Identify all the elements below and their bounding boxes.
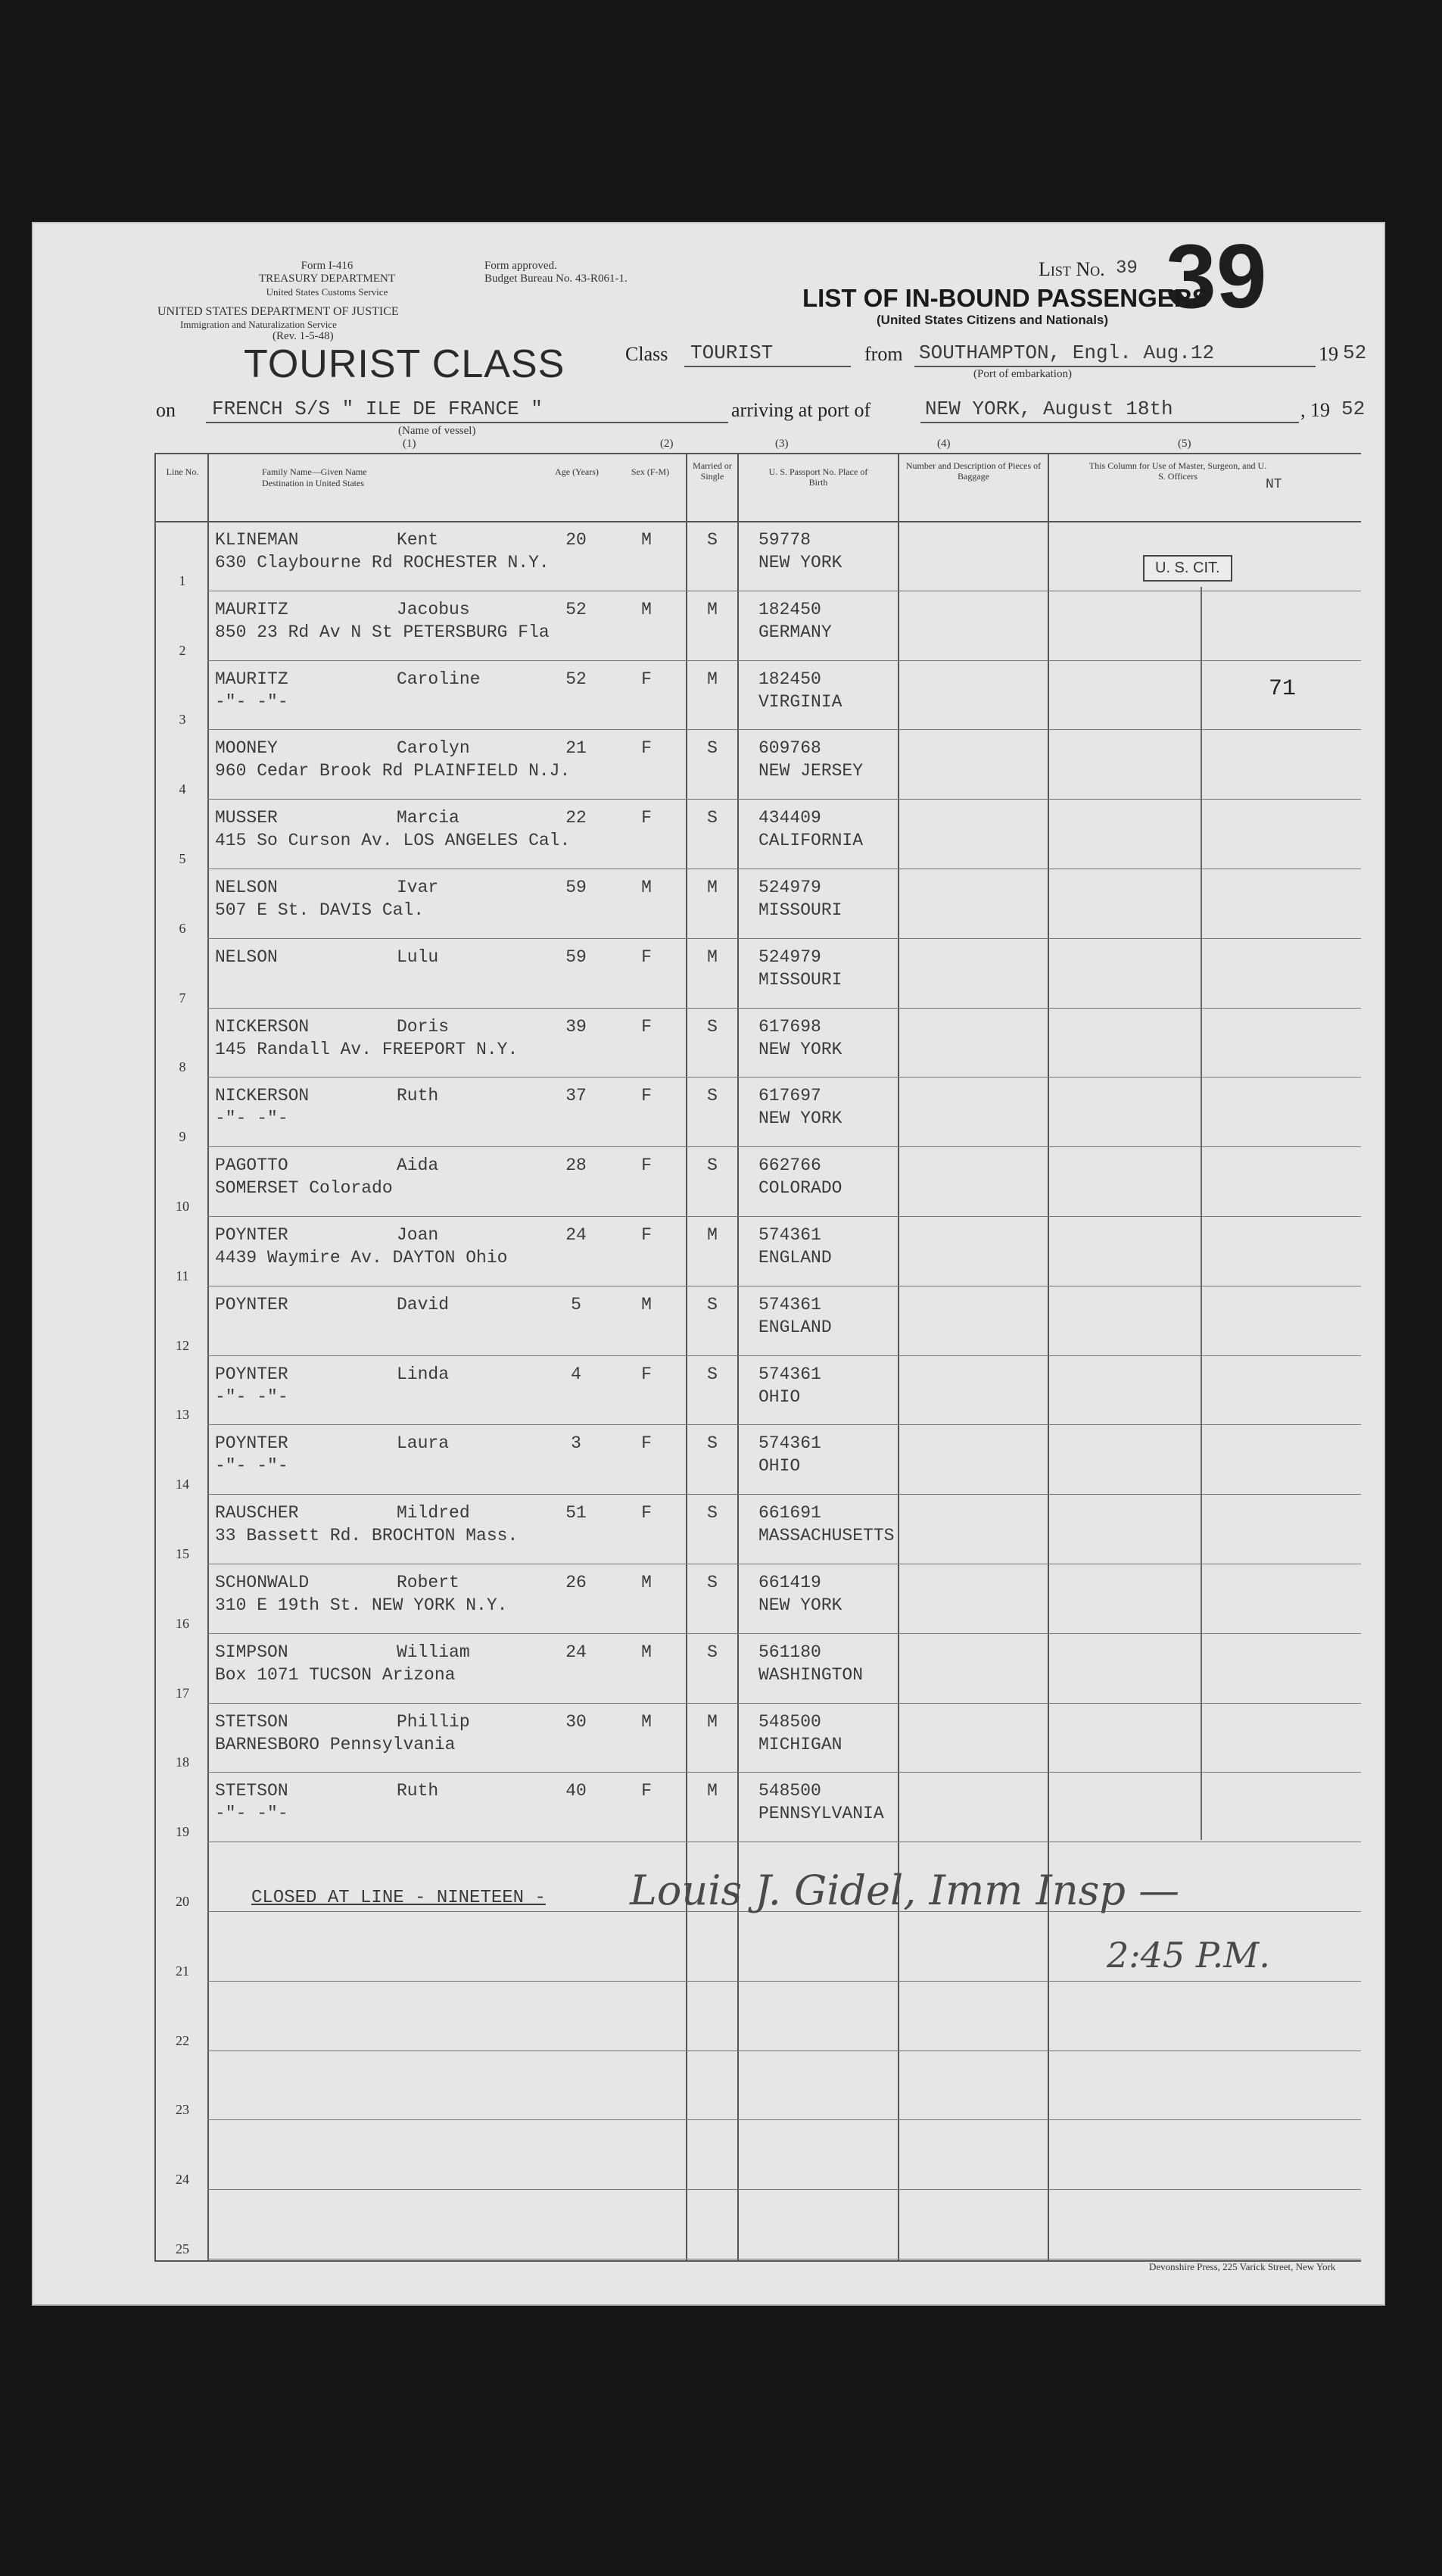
table-row — [156, 2191, 1361, 2260]
col-passport-header: U. S. Passport No. Place of Birth — [768, 466, 868, 488]
sex: F — [641, 1364, 652, 1384]
sex: F — [641, 1155, 652, 1176]
birth-place: MISSOURI — [758, 900, 842, 920]
married-single: S — [707, 1642, 718, 1662]
form-title: LIST OF IN-BOUND PASSENGERS — [802, 284, 1209, 312]
given-name: Mildred — [397, 1503, 470, 1523]
given-name: Joan — [397, 1225, 439, 1245]
family-name: SCHONWALD — [215, 1573, 310, 1592]
line-number: 23 — [176, 2102, 189, 2118]
birth-place: OHIO — [758, 1386, 801, 1407]
destination: 33 Bassett Rd. BROCHTON Mass. — [215, 1526, 519, 1546]
birth-place: OHIO — [758, 1456, 801, 1477]
sex: F — [641, 1225, 652, 1245]
age: 52 — [565, 669, 587, 689]
year-prefix: 19 — [1319, 343, 1338, 365]
table-row — [156, 592, 1361, 662]
birth-place: ENGLAND — [758, 1248, 832, 1268]
given-name: David — [397, 1294, 450, 1315]
col-num-2: (2) — [660, 438, 674, 450]
given-name: Ivar — [397, 878, 439, 897]
table-row — [156, 662, 1361, 731]
family-name: POYNTER — [215, 1433, 288, 1454]
col-name-header: Family Name—Given Name — [262, 466, 367, 477]
sex: F — [641, 669, 652, 689]
destination: BARNESBORO Pennsylvania — [215, 1734, 456, 1754]
age: 22 — [565, 808, 587, 828]
line-number: 2 — [179, 642, 186, 658]
family-name: MUSSER — [215, 808, 278, 828]
justice-label: UNITED STATES DEPARTMENT OF JUSTICE — [157, 305, 399, 318]
destination: 310 E 19th St. NEW YORK N.Y. — [215, 1595, 508, 1615]
list-no-label: List No. — [1039, 258, 1105, 280]
destination: -"- -"- — [215, 1804, 288, 1824]
destination: 630 Claybourne Rd ROCHESTER N.Y. — [215, 553, 550, 572]
customs-label: United States Customs Service — [266, 286, 388, 298]
col-num-4: (4) — [937, 438, 951, 450]
married-single: S — [707, 1433, 718, 1454]
col-age-header: Age (Years) — [555, 466, 599, 477]
birth-place: NEW YORK — [758, 1039, 842, 1059]
line-number: 25 — [176, 2241, 189, 2256]
married-single: S — [707, 1294, 718, 1315]
line-number: 13 — [176, 1407, 189, 1423]
table-row — [156, 2121, 1361, 2191]
family-name: NELSON — [215, 947, 278, 967]
list-no-stamped: 39 — [1166, 226, 1267, 327]
married-single: S — [707, 530, 718, 550]
sex: F — [641, 947, 652, 967]
sex: F — [641, 1016, 652, 1037]
table-row — [156, 1982, 1361, 2052]
table-row — [156, 940, 1361, 1009]
married-single: M — [707, 599, 718, 619]
sex: M — [641, 530, 652, 550]
sex: M — [641, 1294, 652, 1315]
destination: 415 So Curson Av. LOS ANGELES Cal. — [215, 831, 571, 851]
passport-number: 617698 — [758, 1016, 821, 1037]
sex: M — [641, 1711, 652, 1732]
family-name: NICKERSON — [215, 1086, 310, 1106]
birth-place: NEW JERSEY — [758, 761, 864, 781]
table-row — [156, 870, 1361, 940]
married-single: S — [707, 1086, 718, 1106]
sex: F — [641, 1433, 652, 1454]
age: 20 — [565, 530, 587, 550]
year2-prefix: , 19 — [1300, 399, 1330, 421]
family-name: POYNTER — [215, 1225, 288, 1245]
family-name: STETSON — [215, 1711, 288, 1732]
ins-label: Immigration and Naturalization Service — [180, 319, 337, 330]
married-single: S — [707, 1155, 718, 1176]
inspector-signature: Louis J. Gidel, Imm Insp — — [630, 1867, 1180, 1914]
family-name: STETSON — [215, 1781, 288, 1801]
line-number: 20 — [176, 1893, 189, 1909]
form-number: Form I-416 — [301, 260, 353, 272]
sex: F — [641, 1503, 652, 1523]
given-name: Caroline — [397, 669, 481, 689]
birth-place: GERMANY — [758, 622, 832, 642]
age: 40 — [565, 1781, 587, 1801]
given-name: Linda — [397, 1364, 450, 1384]
destination: 145 Randall Av. FREEPORT N.Y. — [215, 1039, 519, 1059]
line-number: 8 — [179, 1059, 186, 1075]
family-name: MOONEY — [215, 738, 278, 759]
birth-place: CALIFORNIA — [758, 831, 864, 851]
port-embark-caption: (Port of embarkation) — [973, 368, 1072, 380]
given-name: Doris — [397, 1016, 450, 1037]
passport-number: 182450 — [758, 599, 821, 619]
sex: M — [641, 1573, 652, 1592]
from-value: SOUTHAMPTON, Engl. Aug.12 — [919, 341, 1215, 364]
family-name: SIMPSON — [215, 1642, 288, 1662]
sex: M — [641, 599, 652, 619]
table-row — [156, 1009, 1361, 1079]
married-single: M — [707, 1781, 718, 1801]
line-number: 11 — [176, 1268, 189, 1283]
from-label: from — [864, 343, 903, 365]
col-num-1: (1) — [403, 438, 416, 450]
passport-number: 548500 — [758, 1781, 821, 1801]
age: 59 — [565, 878, 587, 897]
on-label: on — [156, 399, 176, 421]
passport-number: 609768 — [758, 738, 821, 759]
age: 21 — [565, 738, 587, 759]
given-name: Aida — [397, 1155, 439, 1176]
married-single: S — [707, 1364, 718, 1384]
age: 24 — [565, 1225, 587, 1245]
given-name: Kent — [397, 530, 439, 550]
line-number: 3 — [179, 712, 186, 728]
year-value: 52 — [1343, 341, 1367, 364]
destination: Box 1071 TUCSON Arizona — [215, 1664, 456, 1685]
birth-place: WASHINGTON — [758, 1664, 864, 1685]
birth-place: ENGLAND — [758, 1317, 832, 1337]
table-row — [156, 1426, 1361, 1495]
official-mark: NT — [1266, 477, 1282, 492]
line-number: 14 — [176, 1477, 189, 1492]
col-num-3: (3) — [775, 438, 789, 450]
class-stamp: TOURIST CLASS — [244, 342, 565, 386]
line-number: 24 — [176, 2172, 189, 2188]
destination: 850 23 Rd Av N St PETERSBURG Fla — [215, 622, 550, 642]
line-number: 10 — [176, 1198, 189, 1214]
col-line-header: Line No. — [166, 466, 199, 477]
closing-time: 2:45 P.M. — [1107, 1935, 1270, 1976]
passport-number: 574361 — [758, 1433, 821, 1454]
passport-number: 617697 — [758, 1086, 821, 1106]
age: 39 — [565, 1016, 587, 1037]
line-number: 15 — [176, 1545, 189, 1561]
married-single: S — [707, 738, 718, 759]
family-name: MAURITZ — [215, 669, 288, 689]
form-subtitle: (United States Citizens and Nationals) — [877, 313, 1109, 327]
line-number: 9 — [179, 1129, 186, 1145]
col-num-5: (5) — [1178, 438, 1191, 450]
line-number: 6 — [179, 920, 186, 936]
list-no-typed: 39 — [1116, 258, 1138, 279]
married-single: S — [707, 808, 718, 828]
table-row — [156, 2052, 1361, 2122]
passport-number: 661691 — [758, 1503, 821, 1523]
birth-place: VIRGINIA — [758, 691, 842, 712]
table-row — [156, 1635, 1361, 1704]
passport-number: 434409 — [758, 808, 821, 828]
passport-number: 574361 — [758, 1294, 821, 1315]
arriving-label: arriving at port of — [731, 399, 871, 421]
treasury-label: TREASURY DEPARTMENT — [258, 273, 396, 285]
married-single: M — [707, 878, 718, 897]
table-row — [156, 1218, 1361, 1287]
line-number: 18 — [176, 1754, 189, 1770]
age: 4 — [571, 1364, 581, 1384]
married-single: M — [707, 1711, 718, 1732]
passport-number: 524979 — [758, 947, 821, 967]
birth-place: COLORADO — [758, 1178, 842, 1199]
birth-place: MASSACHUSETTS — [758, 1526, 895, 1546]
vessel-name: FRENCH S/S " ILE DE FRANCE " — [212, 398, 543, 420]
birth-place: NEW YORK — [758, 553, 842, 572]
sex: F — [641, 1086, 652, 1106]
table-row — [156, 731, 1361, 800]
family-name: RAUSCHER — [215, 1503, 299, 1523]
vessel-caption: (Name of vessel) — [398, 425, 476, 437]
table-row — [156, 1773, 1361, 1843]
form-approved: Form approved. — [484, 260, 557, 272]
line-number: 21 — [176, 1963, 189, 1979]
col-married-header: Married or Single — [693, 460, 732, 482]
passport-number: 182450 — [758, 669, 821, 689]
age: 3 — [571, 1433, 581, 1454]
year2-value: 52 — [1341, 398, 1366, 420]
given-name: Robert — [397, 1573, 459, 1592]
sex: F — [641, 1781, 652, 1801]
line-number: 1 — [179, 572, 186, 588]
line-number: 5 — [179, 850, 186, 866]
passport-number: 548500 — [758, 1711, 821, 1732]
married-single: S — [707, 1573, 718, 1592]
family-name: KLINEMAN — [215, 530, 299, 550]
line-number: 16 — [176, 1615, 189, 1631]
passport-number: 574361 — [758, 1364, 821, 1384]
destination: 507 E St. DAVIS Cal. — [215, 900, 425, 920]
destination: SOMERSET Colorado — [215, 1178, 393, 1199]
age: 52 — [565, 599, 587, 619]
family-name: NICKERSON — [215, 1016, 310, 1037]
table-row — [156, 1495, 1361, 1565]
table-row — [156, 1704, 1361, 1774]
class-value: TOURIST — [690, 341, 774, 364]
destination: 4439 Waymire Av. DAYTON Ohio — [215, 1248, 508, 1268]
budget-bureau: Budget Bureau No. 43-R061-1. — [484, 273, 628, 285]
passenger-count: 71 — [1269, 676, 1297, 702]
family-name: PAGOTTO — [215, 1155, 288, 1176]
age: 30 — [565, 1711, 587, 1732]
passport-number: 59778 — [758, 530, 811, 550]
table-row — [156, 1078, 1361, 1148]
age: 5 — [571, 1294, 581, 1315]
manifest-sheet — [32, 222, 1385, 2306]
given-name: Phillip — [397, 1711, 470, 1732]
family-name: POYNTER — [215, 1294, 288, 1315]
destination: -"- -"- — [215, 1456, 288, 1477]
destination: -"- -"- — [215, 691, 288, 712]
line-number: 4 — [179, 781, 186, 797]
family-name: POYNTER — [215, 1364, 288, 1384]
age: 28 — [565, 1155, 587, 1176]
col-official-header: This Column for Use of Master, Surgeon, and U. S. Officers — [1089, 460, 1267, 482]
line-number: 12 — [176, 1337, 189, 1353]
given-name: Lulu — [397, 947, 439, 967]
passport-number: 662766 — [758, 1155, 821, 1176]
given-name: Carolyn — [397, 738, 470, 759]
col-sex-header: Sex (F-M) — [631, 466, 670, 477]
table-row — [156, 1565, 1361, 1635]
passport-number: 574361 — [758, 1225, 821, 1245]
age: 24 — [565, 1642, 587, 1662]
age: 59 — [565, 947, 587, 967]
table-row — [156, 1357, 1361, 1427]
married-single: M — [707, 947, 718, 967]
given-name: Marcia — [397, 808, 459, 828]
age: 26 — [565, 1573, 587, 1592]
given-name: William — [397, 1642, 470, 1662]
table-row — [156, 1287, 1361, 1357]
given-name: Ruth — [397, 1086, 439, 1106]
destination: 960 Cedar Brook Rd PLAINFIELD N.J. — [215, 761, 571, 781]
table-body — [156, 522, 1361, 2260]
destination: -"- -"- — [215, 1386, 288, 1407]
line-number: 7 — [179, 990, 186, 1006]
married-single: S — [707, 1016, 718, 1037]
line-number: 22 — [176, 2032, 189, 2048]
us-citizen-stamp: U. S. CIT. — [1143, 555, 1232, 582]
family-name: MAURITZ — [215, 599, 288, 619]
sex: F — [641, 738, 652, 759]
birth-place: NEW YORK — [758, 1109, 842, 1129]
table-row — [156, 800, 1361, 870]
married-single: S — [707, 1503, 718, 1523]
destination: -"- -"- — [215, 1109, 288, 1129]
age: 37 — [565, 1086, 587, 1106]
birth-place: MISSOURI — [758, 969, 842, 990]
sex: M — [641, 878, 652, 897]
table-row — [156, 1148, 1361, 1218]
revision: (Rev. 1-5-48) — [273, 330, 334, 342]
age: 51 — [565, 1503, 587, 1523]
birth-place: MICHIGAN — [758, 1734, 842, 1754]
line-number: 17 — [176, 1685, 189, 1701]
printer-credit: Devonshire Press, 225 Varick Street, New York — [1149, 2261, 1336, 2272]
married-single: M — [707, 1225, 718, 1245]
birth-place: NEW YORK — [758, 1595, 842, 1615]
sex: M — [641, 1642, 652, 1662]
class-label: Class — [625, 343, 668, 365]
arrival-port: NEW YORK, August 18th — [925, 398, 1173, 420]
given-name: Jacobus — [397, 599, 470, 619]
line-number: 19 — [176, 1824, 189, 1840]
passport-number: 561180 — [758, 1642, 821, 1662]
birth-place: PENNSYLVANIA — [758, 1804, 884, 1824]
passport-number: 661419 — [758, 1573, 821, 1592]
col-destination-header: Destination in United States — [262, 478, 364, 488]
passport-number: 524979 — [758, 878, 821, 897]
married-single: M — [707, 669, 718, 689]
given-name: Laura — [397, 1433, 450, 1454]
col-baggage-header: Number and Description of Pieces of Baggage — [905, 460, 1042, 482]
family-name: NELSON — [215, 878, 278, 897]
passenger-table — [154, 453, 1361, 2262]
closed-at-line: CLOSED AT LINE - NINETEEN - — [251, 1888, 546, 1908]
sex: F — [641, 808, 652, 828]
given-name: Ruth — [397, 1781, 439, 1801]
